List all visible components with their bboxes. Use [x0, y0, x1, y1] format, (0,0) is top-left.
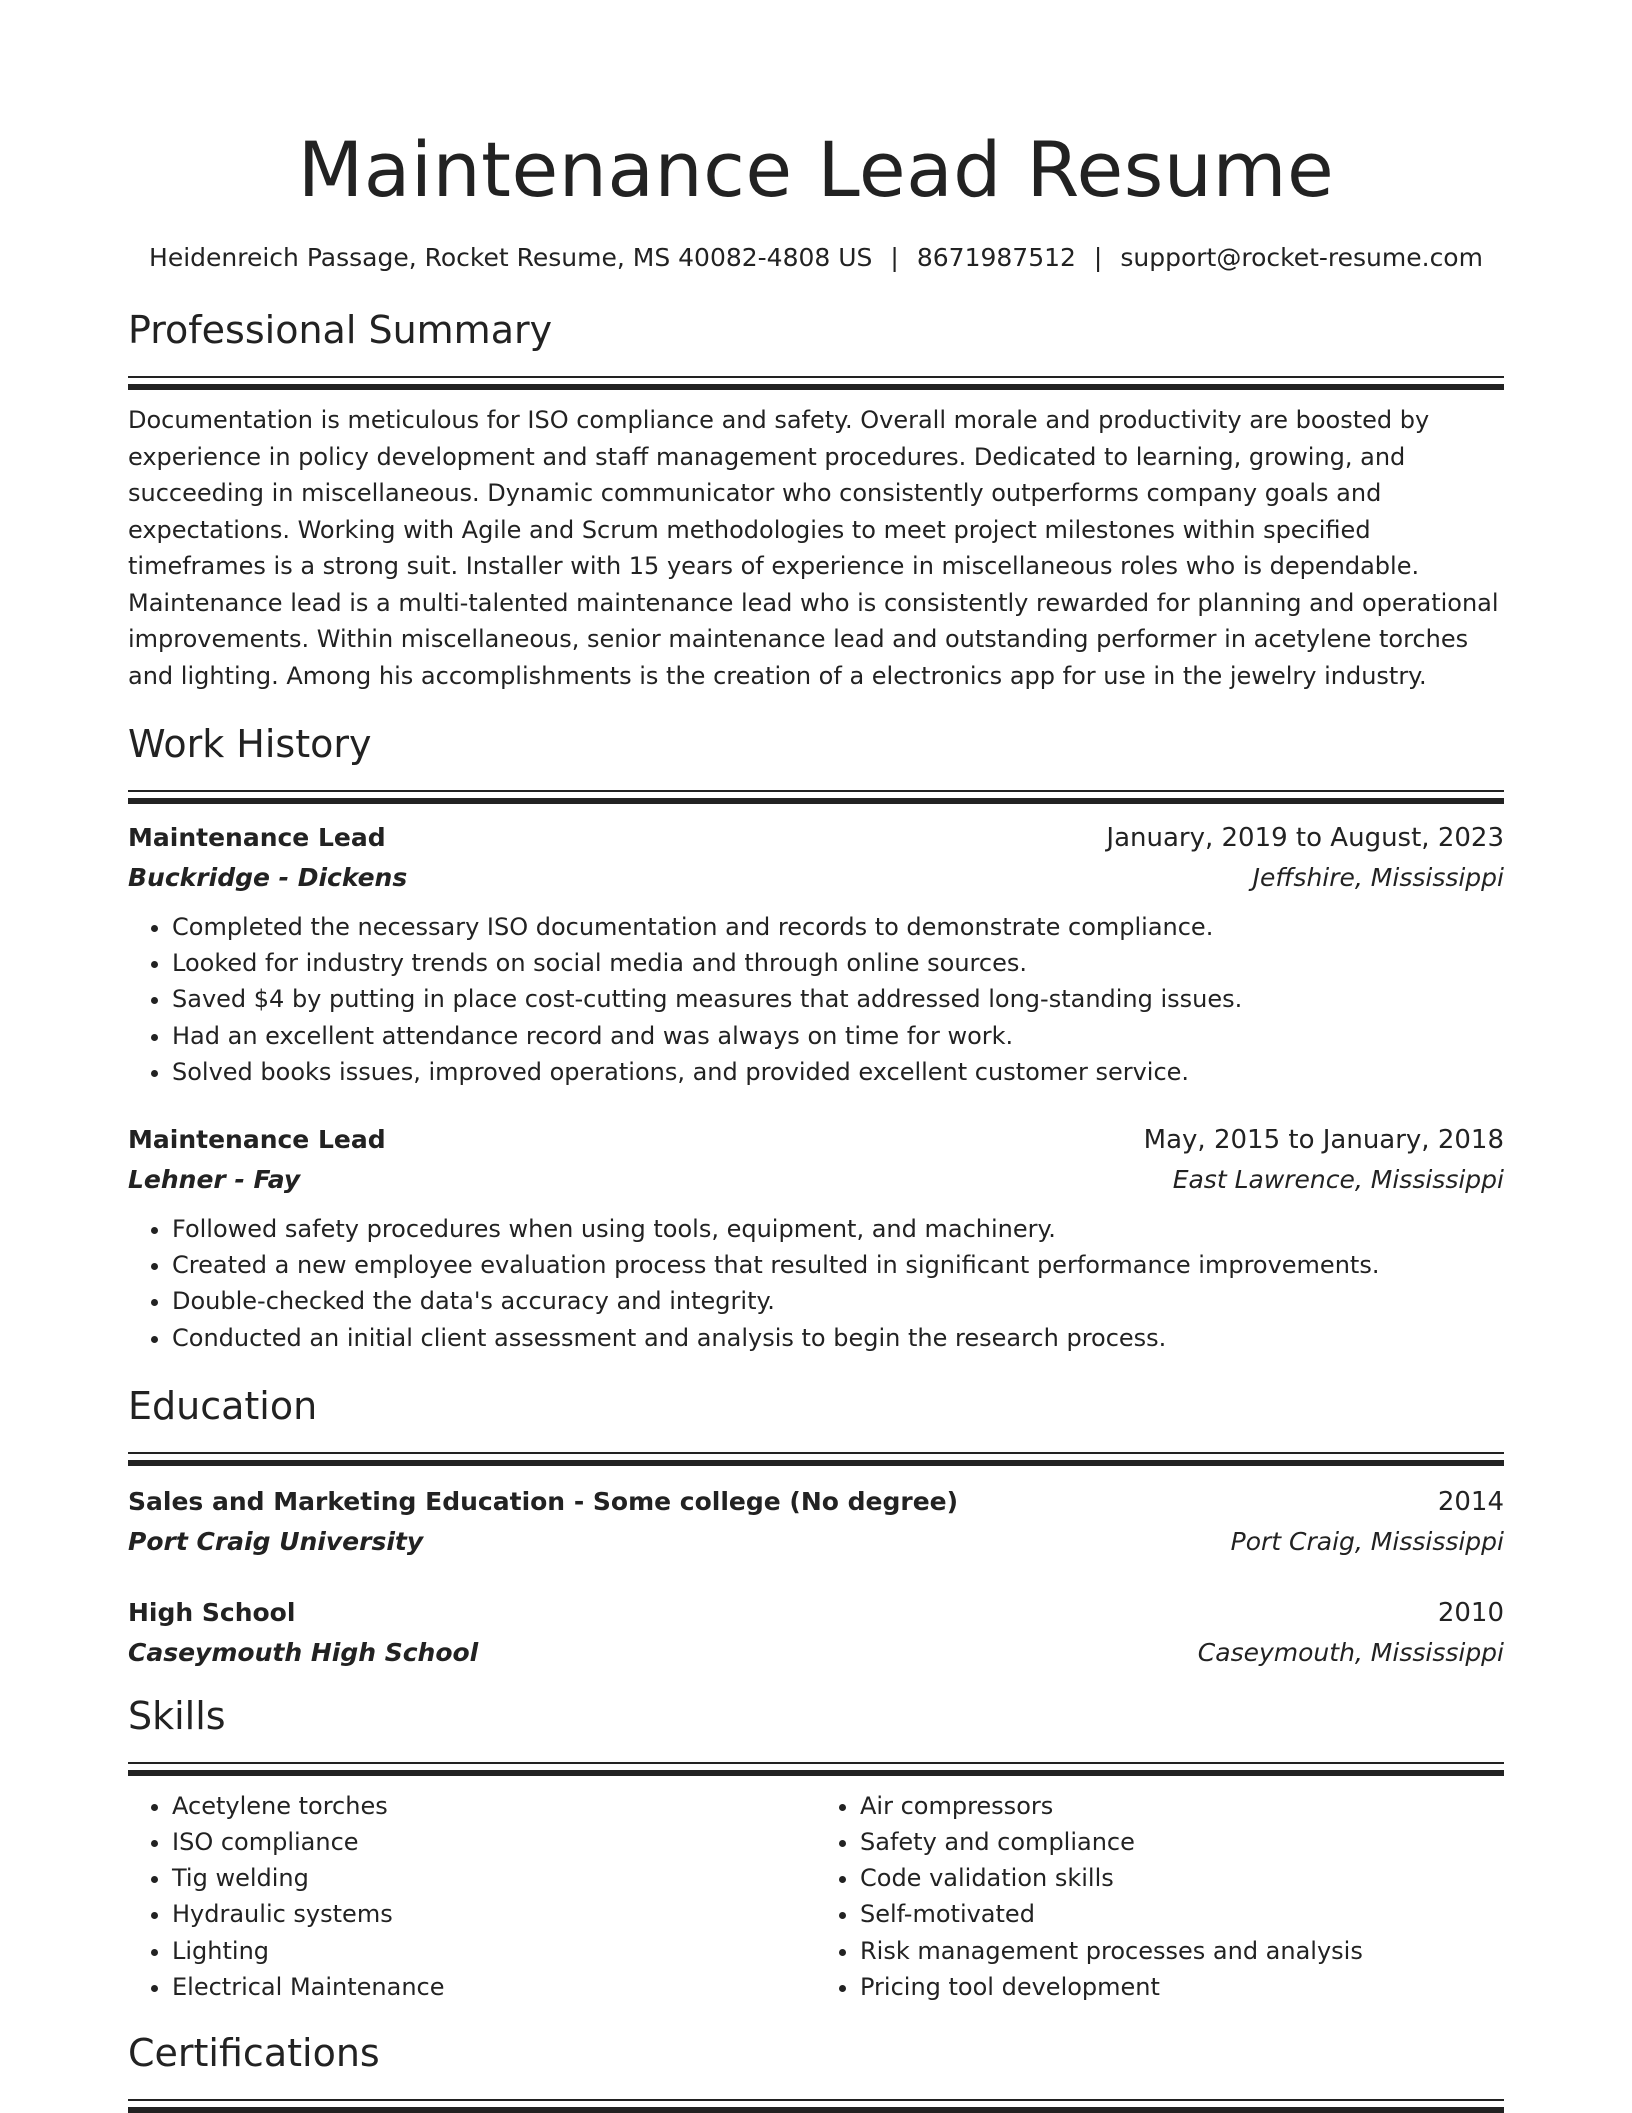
- section-heading-skills: Skills: [128, 1693, 226, 1738]
- contact-phone: 8671987512: [916, 243, 1076, 272]
- skills-grid: [128, 1788, 1504, 2005]
- section-divider: [128, 790, 1504, 802]
- list-item: • Electrical Maintenance: [172, 1969, 816, 2005]
- list-item: • Self-motivated: [860, 1896, 1504, 1932]
- job-bullets: [128, 909, 1504, 1090]
- education-location: Caseymouth, Mississippi: [1197, 1637, 1504, 1667]
- job-dates: May, 2015 to January, 2018: [1143, 1125, 1504, 1156]
- section-divider: [128, 376, 1504, 388]
- section-divider: [128, 1452, 1504, 1464]
- education-entry: [128, 1482, 1504, 1561]
- list-item: • ISO compliance: [172, 1824, 816, 1860]
- list-item: • Pricing tool development: [860, 1969, 1504, 2005]
- education-year: 2010: [1437, 1597, 1504, 1628]
- resume-title: Maintenance Lead Resume: [297, 125, 1335, 214]
- list-item: • Saved $4 by putting in place cost-cutting measures that addressed long-standing issues.: [172, 981, 1504, 1017]
- section-heading-education: Education: [128, 1383, 318, 1428]
- section-divider: [128, 1762, 1504, 1774]
- work-section: [128, 718, 1504, 1356]
- job-location: East Lawrence, Mississippi: [1172, 1165, 1504, 1195]
- contact-line: [128, 240, 1504, 276]
- education-section: [128, 1380, 1504, 1672]
- education-entry: [128, 1593, 1504, 1672]
- education-school: Caseymouth High School: [128, 1637, 479, 1667]
- list-item: • Safety and compliance: [860, 1824, 1504, 1860]
- job-bullets: [128, 1211, 1504, 1356]
- summary-text: Documentation is meticulous for ISO compliance and safety. Overall morale and productivity are boosted by experience in policy development and staff management procedures. Dedicated to learning, growing, and succeeding in miscellaneous. Dynamic communicator who consistently outperforms company goals and expectations. Working with Agile and Scrum methodologies to meet project milestones within specified timeframes is a strong suit. Installer with 15 years of experience in miscellaneous roles who is dependable. Maintenance lead is a multi-talented maintenance lead who is consistently rewarded for planning and operational improvements. Within miscellaneous, senior maintenance lead and outstanding performer in acetylene torches and lighting. Among his accomplishments is the creation of a electronics app for use in the jewelry industry.: [128, 406, 1499, 690]
- education-year: 2014: [1437, 1486, 1504, 1517]
- section-divider: [128, 2099, 1504, 2111]
- list-item: • Hydraulic systems: [172, 1896, 816, 1932]
- list-item: • Completed the necessary ISO documentation and records to demonstrate compliance.: [172, 909, 1504, 945]
- education-location: Port Craig, Mississippi: [1230, 1526, 1504, 1556]
- education-header-row: [128, 1593, 1504, 1633]
- skills-list-left: [128, 1788, 816, 2005]
- education-school: Port Craig University: [128, 1526, 424, 1556]
- education-header-row: [128, 1482, 1504, 1522]
- list-item: • Acetylene torches: [172, 1788, 816, 1824]
- section-heading-summary: Professional Summary: [128, 308, 553, 352]
- job-entry: [128, 1120, 1504, 1356]
- education-degree: Sales and Marketing Education - Some college (No degree): [128, 1486, 959, 1516]
- list-item: • Conducted an initial client assessment and analysis to begin the research process.: [172, 1320, 1504, 1356]
- education-school-row: [128, 1633, 1504, 1672]
- contact-separator: |: [1093, 243, 1103, 272]
- job-company: Buckridge - Dickens: [128, 863, 408, 892]
- education-degree: High School: [128, 1597, 296, 1627]
- contact-separator: |: [890, 243, 899, 272]
- list-item: • Code validation skills: [860, 1860, 1504, 1896]
- summary-section: [128, 304, 1504, 694]
- job-header-row: [128, 818, 1504, 858]
- certifications-section: [128, 2027, 1504, 2111]
- skills-list-right: [816, 1788, 1504, 2005]
- job-company-row: [128, 858, 1504, 897]
- education-school-row: [128, 1522, 1504, 1561]
- list-item: • Created a new employee evaluation process that resulted in significant performance improvements.: [172, 1247, 1504, 1283]
- job-entry: [128, 818, 1504, 1090]
- list-item: • Lighting: [172, 1933, 816, 1969]
- list-item: • Followed safety procedures when using tools, equipment, and machinery.: [172, 1211, 1504, 1247]
- list-item: • Risk management processes and analysis: [860, 1933, 1504, 1969]
- section-heading-certifications: Certifications: [128, 2031, 380, 2076]
- job-dates: January, 2019 to August, 2023: [1106, 823, 1504, 853]
- job-company-row: [128, 1160, 1504, 1199]
- section-heading-work: Work History: [128, 722, 372, 766]
- list-item: • Had an excellent attendance record and was always on time for work.: [172, 1018, 1504, 1054]
- job-header-row: [128, 1120, 1504, 1160]
- job-title: Maintenance Lead: [128, 1125, 386, 1155]
- skills-section: [128, 1690, 1504, 2005]
- list-item: • Looked for industry trends on social media and through online sources.: [172, 945, 1504, 981]
- contact-email[interactable]: support@rocket-resume.com: [1120, 243, 1483, 272]
- job-location: Jeffshire, Mississippi: [1252, 863, 1504, 892]
- list-item: • Tig welding: [172, 1860, 816, 1896]
- contact-address: Heidenreich Passage, Rocket Resume, MS 40082-4808 US: [149, 243, 873, 272]
- job-company: Lehner - Fay: [128, 1165, 301, 1195]
- list-item: • Air compressors: [860, 1788, 1504, 1824]
- list-item: • Double-checked the data's accuracy and integrity.: [172, 1283, 1504, 1319]
- job-title: Maintenance Lead: [128, 823, 386, 852]
- list-item: • Solved books issues, improved operations, and provided excellent customer service.: [172, 1054, 1504, 1090]
